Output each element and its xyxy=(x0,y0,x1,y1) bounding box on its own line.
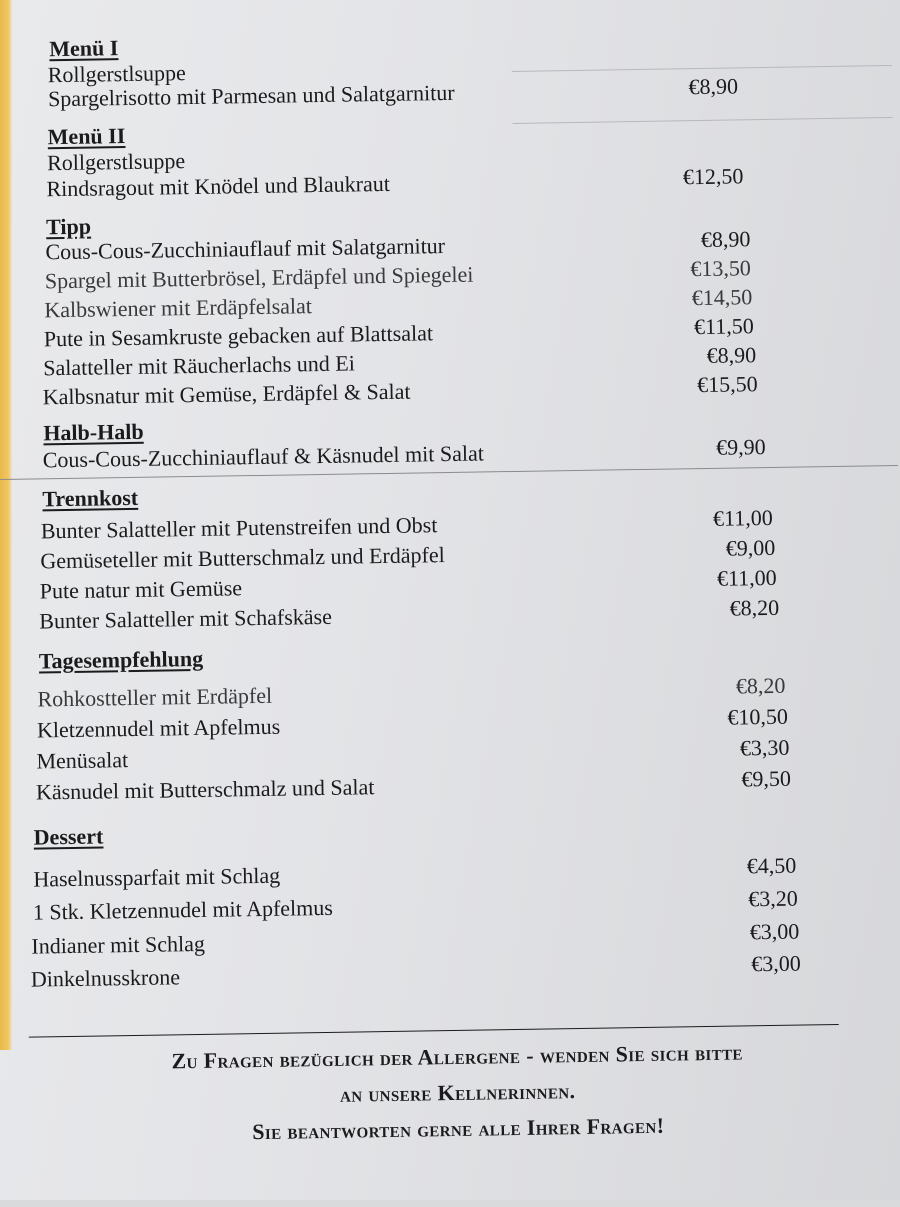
menu-item-name: Bunter Salatteller mit Schafskäse xyxy=(39,603,333,634)
menu-item-price: €13,50 xyxy=(690,255,752,282)
menu-item-name: Rollgerstlsuppe xyxy=(46,148,186,176)
menu-item-name: Dinkelnusskrone xyxy=(30,964,181,992)
menu-item-name: Spargelrisotto mit Parmesan und Salatgarnitur xyxy=(47,79,455,112)
menu-item-price: €9,50 xyxy=(741,765,792,792)
menu-item-price: €15,50 xyxy=(696,371,758,398)
menu-item-name: Salatteller mit Räucherlachs und Ei xyxy=(43,350,356,381)
menu-item-name: Rollgerstlsuppe xyxy=(47,60,186,88)
allergen-notice-line-2: an unsere Kellnerinnen. xyxy=(339,1078,576,1107)
menu-item-name: Pute in Sesamkruste gebacken auf Blattsalat xyxy=(43,320,434,352)
menu-item-price: €3,00 xyxy=(749,918,800,945)
menu-item-price: €9,00 xyxy=(725,534,776,561)
menu-item-name: Käsnudel mit Butterschmalz und Salat xyxy=(35,774,375,805)
section-heading: Trennkost xyxy=(42,484,139,512)
section-heading: Tagesempfehlung xyxy=(38,645,204,674)
menu-item-name: Pute natur mit Gemüse xyxy=(39,575,243,604)
faint-rule xyxy=(513,117,893,124)
menu-item-name: Cous-Cous-Zucchiniauflauf mit Salatgarnitur xyxy=(45,233,446,265)
menu-item-price: €8,90 xyxy=(700,226,751,253)
allergen-notice-line-1: Zu Fragen bezüglich der Allergene - wenden Sie sich bitte xyxy=(171,1039,744,1074)
faint-rule xyxy=(512,65,892,72)
menu-item-price: €10,50 xyxy=(727,703,789,730)
menu-item-price: €11,00 xyxy=(712,504,773,531)
section-heading: Menü I xyxy=(49,35,119,62)
section-heading: Tipp xyxy=(45,213,92,240)
menu-item-price: €14,50 xyxy=(691,284,753,311)
menu-item-name: Menüsalat xyxy=(36,747,129,774)
section-heading: Dessert xyxy=(33,823,104,850)
menu-item-name: Kletzennudel mit Apfelmus xyxy=(36,713,281,743)
section-heading: Menü II xyxy=(47,123,126,150)
menu-item-price: €3,20 xyxy=(748,885,798,912)
notice-rule xyxy=(29,1024,839,1038)
menu-item-price: €3,30 xyxy=(739,734,790,761)
menu-item-name: Indianer mit Schlag xyxy=(31,930,206,959)
menu-item-name: Gemüseteller mit Butterschmalz und Erdäpfel xyxy=(40,542,445,574)
menu-item-price: €4,50 xyxy=(746,852,797,879)
menu-item-price: €8,20 xyxy=(735,672,786,699)
section-heading: Halb-Halb xyxy=(43,418,144,446)
menu-item-price: €8,90 xyxy=(688,73,739,100)
menu-item-price: €8,20 xyxy=(729,594,780,621)
menu-item-name: 1 Stk. Kletzennudel mit Apfelmus xyxy=(32,894,334,925)
menu-item-price: €3,00 xyxy=(751,950,801,977)
menu-item-price: €11,50 xyxy=(693,313,754,340)
allergen-notice-line-3: Sie beantworten gerne alle Ihrer Fragen! xyxy=(252,1112,665,1145)
menu-item-name: Kalbsnatur mit Gemüse, Erdäpfel & Salat xyxy=(42,378,411,410)
menu-item-name: Cous-Cous-Zucchiniauflauf & Käsnudel mit Salat xyxy=(42,440,485,473)
menu-item-price: €8,90 xyxy=(706,342,757,368)
menu-item-name: Spargel mit Butterbrösel, Erdäpfel und Spiegelei xyxy=(44,261,474,294)
menu-item-name: Kalbswiener mit Erdäpfelsalat xyxy=(44,293,313,323)
menu-item-price: €9,90 xyxy=(715,434,766,460)
menu-item-price: €11,00 xyxy=(716,564,777,591)
menu-item-name: Rindsragout mit Knödel und Blaukraut xyxy=(46,170,391,202)
menu-item-name: Bunter Salatteller mit Putenstreifen und Obst xyxy=(40,512,438,544)
menu-item-name: Rohkostteller mit Erdäpfel xyxy=(37,682,273,712)
menu-item-name: Haselnussparfait mit Schlag xyxy=(33,862,281,892)
menu-item-price: €12,50 xyxy=(682,163,744,190)
